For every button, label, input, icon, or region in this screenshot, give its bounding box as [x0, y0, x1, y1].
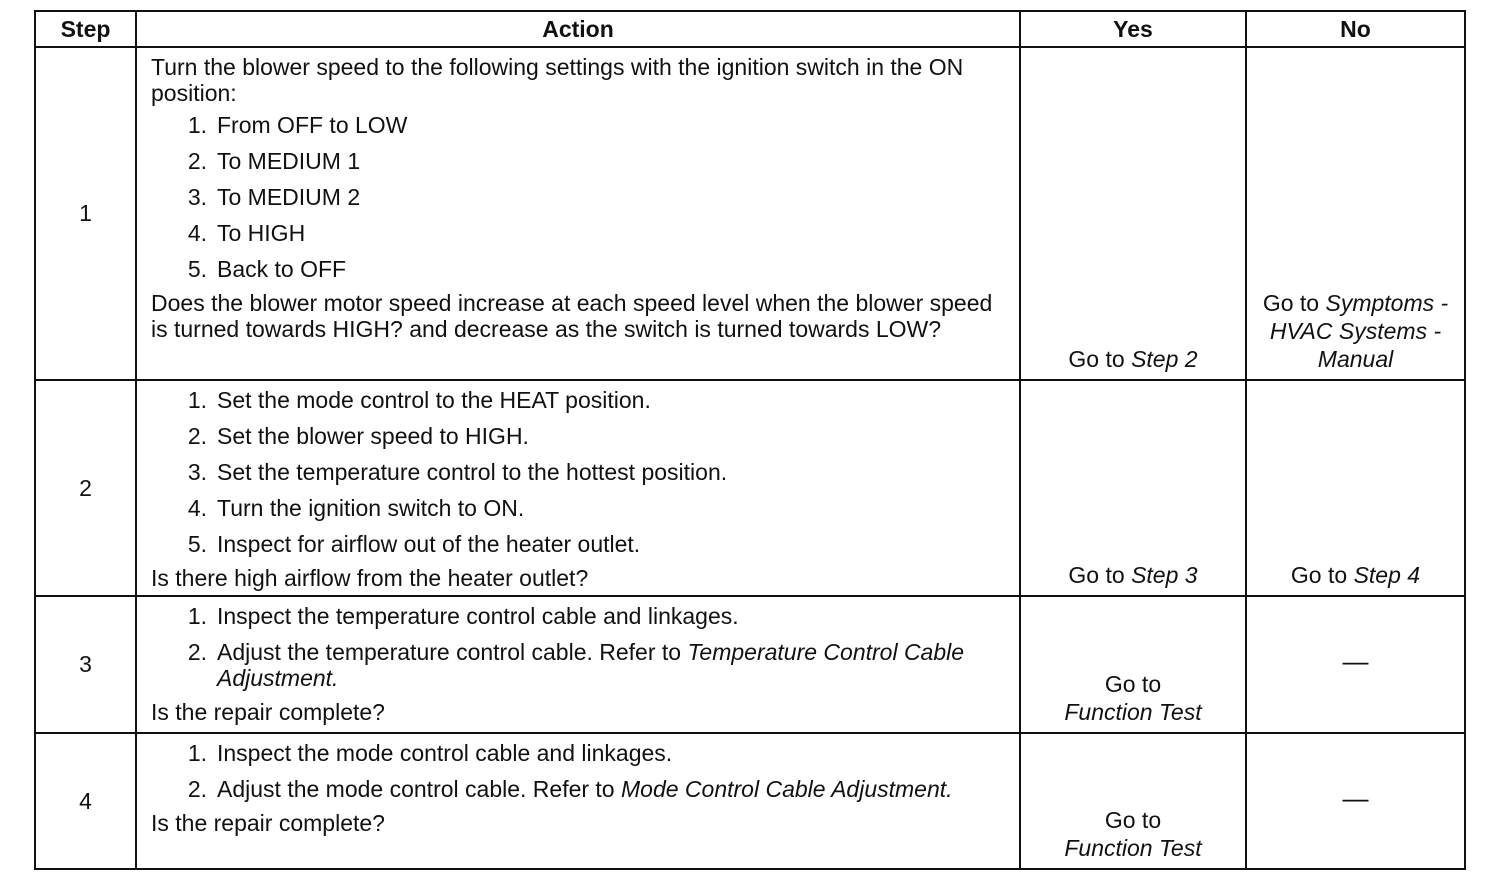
- action-cell: [136, 733, 1020, 869]
- no-prefix: Go to: [1262, 290, 1326, 316]
- no-prefix: Go to: [1290, 562, 1354, 588]
- list-item: [151, 256, 1005, 282]
- list-text: To MEDIUM 2: [217, 184, 361, 210]
- action-question: Is the repair complete?: [151, 699, 385, 725]
- yes-cell: [1020, 47, 1246, 380]
- list-number: 5.: [187, 256, 207, 282]
- list-number: 3.: [187, 184, 207, 210]
- list-text: Inspect the temperature control cable and linkages.: [217, 603, 739, 629]
- table-row: [35, 596, 1465, 733]
- list-item: [151, 639, 1005, 691]
- list-number: 2.: [187, 423, 207, 449]
- header-yes: Yes: [1020, 11, 1246, 47]
- header-action: Action: [136, 11, 1020, 47]
- table-row: [35, 733, 1465, 869]
- list-text-prefix: Adjust the temperature control cable. Refer to: [217, 639, 688, 665]
- list-item: [151, 220, 1005, 246]
- list-text: Set the temperature control to the hottest position.: [217, 459, 728, 485]
- list-number: 4.: [187, 220, 207, 246]
- table-row: [35, 47, 1465, 380]
- no-cell: [1246, 733, 1465, 869]
- action-list: [151, 603, 1005, 691]
- list-number: 3.: [187, 459, 207, 485]
- list-text: [217, 776, 1005, 802]
- list-text: Set the mode control to the HEAT position.: [217, 387, 651, 413]
- header-step: Step: [35, 11, 136, 47]
- step-number: 4: [35, 733, 136, 869]
- list-text: Turn the ignition switch to ON.: [217, 495, 525, 521]
- step-number: 2: [35, 380, 136, 596]
- action-cell: [136, 596, 1020, 733]
- yes-cell: [1020, 733, 1246, 869]
- list-item: [151, 184, 1005, 210]
- list-item: [151, 603, 1005, 629]
- step-number: 3: [35, 596, 136, 733]
- list-number: 2.: [187, 148, 207, 174]
- action-intro: Turn the blower speed to the following settings with the ignition switch in the ON position:: [151, 54, 964, 106]
- action-question: Does the blower motor speed increase at each speed level when the blower speed is turned towards HIGH? and decrease as the switch is turned towards LOW?: [151, 290, 993, 342]
- yes-cell: [1020, 380, 1246, 596]
- list-number: 1.: [187, 387, 207, 413]
- list-item: [151, 776, 1005, 802]
- list-text: Set the blower speed to HIGH.: [217, 423, 529, 449]
- list-number: 4.: [187, 495, 207, 521]
- list-text-prefix: Adjust the mode control cable. Refer to: [217, 776, 621, 802]
- no-dash: —: [1342, 646, 1369, 676]
- action-list: [151, 112, 1005, 282]
- no-dash: —: [1342, 782, 1369, 813]
- list-text: Inspect the mode control cable and linkages.: [217, 740, 673, 766]
- list-item: [151, 387, 1005, 413]
- yes-cell: [1020, 596, 1246, 733]
- list-number: 1.: [187, 740, 207, 766]
- list-text: Inspect for airflow out of the heater outlet.: [217, 531, 641, 557]
- yes-prefix: Go to: [1104, 671, 1162, 697]
- no-cell: [1246, 596, 1465, 733]
- list-text: To MEDIUM 1: [217, 148, 361, 174]
- yes-link[interactable]: Step 3: [1131, 562, 1198, 588]
- list-item: [151, 423, 1005, 449]
- list-number: 1.: [187, 112, 207, 138]
- list-item: [151, 112, 1005, 138]
- list-number: 1.: [187, 603, 207, 629]
- action-cell: [136, 380, 1020, 596]
- header-no: No: [1246, 11, 1465, 47]
- action-question: Is there high airflow from the heater outlet?: [151, 565, 589, 591]
- list-number: 2.: [187, 776, 207, 802]
- reference-link[interactable]: Temperature Control Cable Adjustment.: [217, 639, 965, 691]
- no-link[interactable]: Symptoms - HVAC Systems - Manual: [1269, 290, 1449, 372]
- list-item: [151, 495, 1005, 521]
- diagnostic-table: [34, 10, 1466, 870]
- yes-prefix: Go to: [1104, 807, 1162, 833]
- list-text: Back to OFF: [217, 256, 347, 282]
- action-list: [151, 740, 1005, 802]
- list-text: [217, 639, 1005, 691]
- list-item: [151, 531, 1005, 557]
- step-number: 1: [35, 47, 136, 380]
- no-link[interactable]: Step 4: [1353, 562, 1421, 588]
- yes-link[interactable]: Step 2: [1131, 346, 1198, 372]
- list-text: From OFF to LOW: [217, 112, 408, 138]
- action-cell: [136, 47, 1020, 380]
- list-item: [151, 148, 1005, 174]
- reference-link[interactable]: Mode Control Cable Adjustment.: [621, 776, 953, 802]
- no-cell: [1246, 380, 1465, 596]
- action-question: Is the repair complete?: [151, 810, 385, 836]
- yes-prefix: Go to: [1068, 562, 1132, 588]
- list-item: [151, 740, 1005, 766]
- header-row: [35, 11, 1465, 47]
- list-item: [151, 459, 1005, 485]
- list-text: To HIGH: [217, 220, 306, 246]
- yes-prefix: Go to: [1068, 346, 1132, 372]
- no-cell: [1246, 47, 1465, 380]
- yes-link[interactable]: Function Test: [1064, 699, 1202, 725]
- action-list: [151, 387, 1005, 557]
- list-number: 5.: [187, 531, 207, 557]
- table-row: [35, 380, 1465, 596]
- yes-link[interactable]: Function Test: [1064, 835, 1202, 861]
- list-number: 2.: [187, 639, 207, 665]
